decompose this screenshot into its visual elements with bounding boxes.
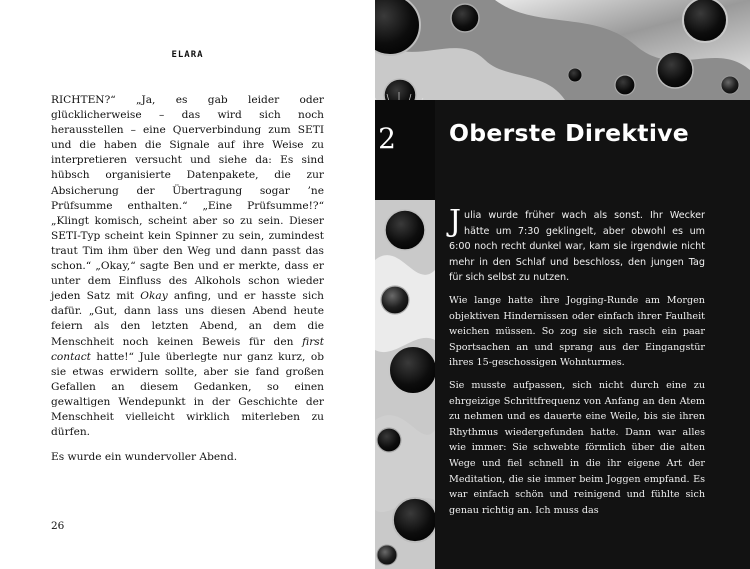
chapter-number: 2 [378,122,396,155]
right-page [375,0,750,569]
right-paragraph: Wie lange hatte ihre Jogging-Runde am Morgen objektiven Hindernissen oder einfach ihrer Faulheit weichen müssen. So zog sie sich rasch ein paar Sportsachen an und sprang aus der Eingangstür ihres 15-geschossigen Wohnturmes. [449,294,705,369]
right-paragraph: Julia wurde früher wach als sonst. Ihr Wecker hätte um 7:30 geklingelt, aber obwohl es um 6:00 noch recht dunkel war, kam sie irgendwie nicht mehr in den Schlaf und beschloss, den jungen Tag für sich selbst zu nutzen. [449,204,705,284]
chapter-title: Oberste Direktive [449,119,690,147]
left-paragraph: Es wurde ein wundervoller Abend. [51,451,238,464]
page-number: 26 [51,520,65,532]
running-head: ELARA [171,50,204,60]
right-body-text [449,204,705,518]
left-paragraph: RICHTEN?“ „Ja, es gab leider oder glücklicherweise – das wird sich noch herausstellen – eine Querverbindung zum SETI und die haben die Signale auf ihre Weise zu interpretieren versucht und siehe da: Es sind hübsch organisierte Datenpakete, die zur Absicherung der Übertragung sogar ’ne Prüfsumme enthalten.“ „Eine Prüfsumme!?“ „Klingt komisch, scheint aber so zu sein. Dieser SETI-Typ scheint kein Spinner zu sein, zumindest traut Tim ihm über den Weg und dann passt das schon.“ „Okay,“ sagte Ben und er merkte, dass er unter dem Einfluss des Alkohols schon wieder jeden Satz mit Okay anfing, und er hasste sich dafür. „Gut, dann lass uns diesen Abend heute feiern als den letzten Abend, an dem die Menschheit noch keinen Beweis für den first contact hatte!“ Jule überlegte nur ganz kurz, ob sie etwas erwidern sollte, aber sie fand großen Gefallen an diesem Gedanken, so einen gewaltigen Wendepunkt in der Geschichte der Menschheit vielleicht wirklich miterleben zu dürfen. [51,94,324,439]
left-body-text [51,93,324,465]
right-paragraph: Sie musste aufpassen, sich nicht durch eine zu ehrgeizige Schrittfrequenz von Anfang an den Atem zu nehmen und es dauerte eine Weile, bis sie ihren Rhythmus wiedergefunden hatte. Dann war alles wie immer: Sie schwebte förmlich über die alten Wege und fiel schnell in die ihr eigene Art der Meditation, die sie immer beim Joggen empfand. Es war einfach schön und reinigend und fühlte sich genau richtig an. Ich muss das [449,379,705,516]
